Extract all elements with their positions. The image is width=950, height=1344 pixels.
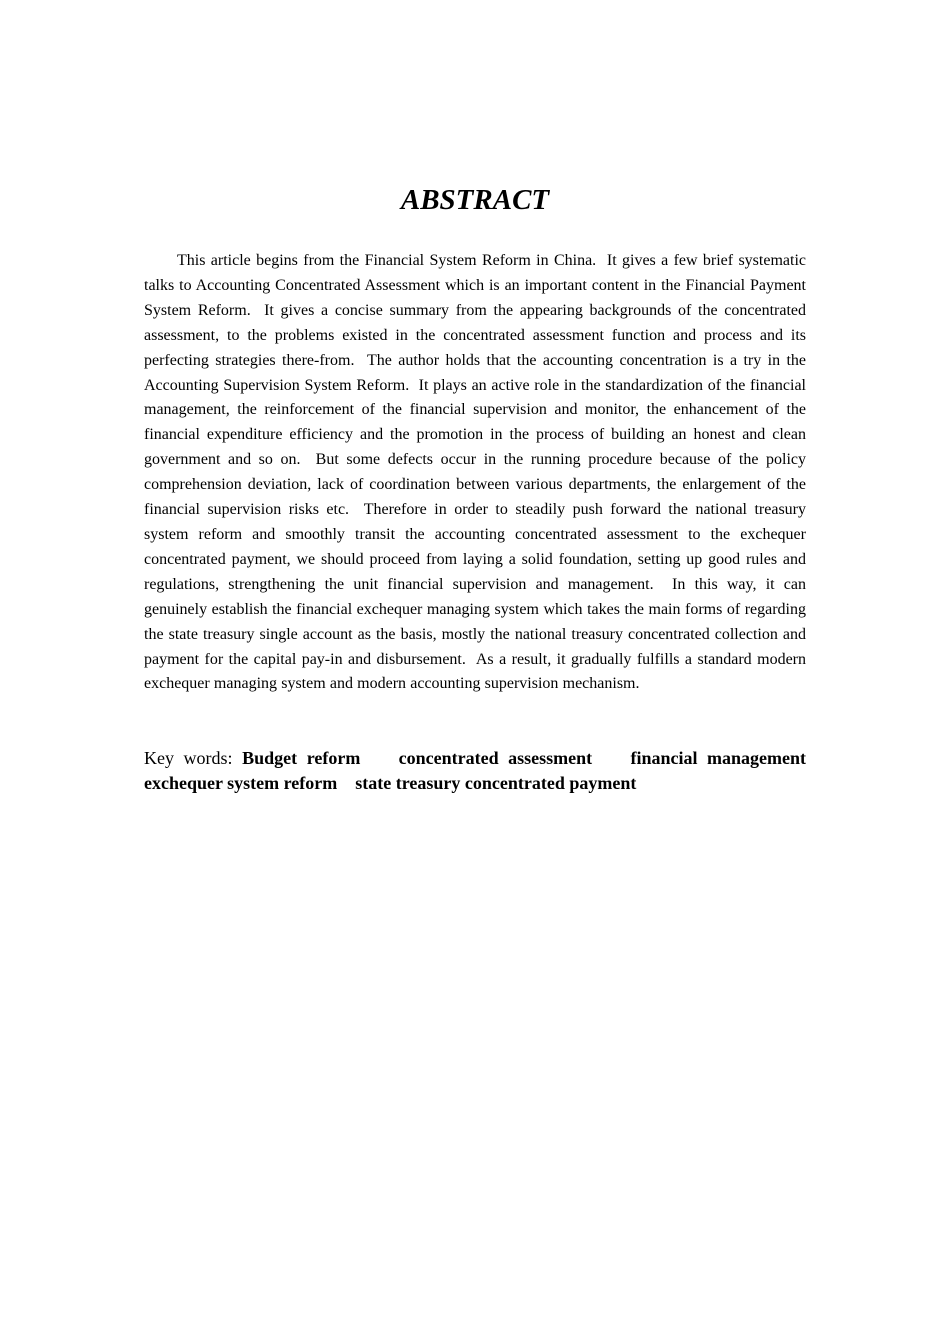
abstract-title: ABSTRACT <box>400 184 550 216</box>
keywords-line <box>144 746 806 796</box>
keywords-label: Key words: <box>144 748 233 768</box>
keyword-item: Budget reform <box>242 748 361 768</box>
abstract-body: This article begins from the Financial System Reform in China. It gives a few brief systematic talks to Accounting Concentrated Assessment which is an important content in the Financial Payment System Reform. It gives a concise summary from the appearing backgrounds of the concentrated assessment, to the problems existed in the concentrated assessment function and process and its perfecting strategies there-from. The author holds that the accounting concentration is a try in the Accounting Supervision System Reform. It plays an active role in the standardization of the financial management, the reinforcement of the financial supervision and monitor, the enhancement of the financial expenditure efficiency and the promotion in the process of building an honest and clean government and so on. But some defects occur in the running procedure because of the policy comprehension deviation, lack of coordination between various departments, the enlargement of the financial supervision risks etc. Therefore in order to steadily push forward the national treasury system reform and smoothly transit the accounting concentrated assessment to the exchequer concentrated payment, we should proceed from laying a solid foundation, setting up good rules and regulations, strengthening the unit financial supervision and management. In this way, it can genuinely establish the financial exchequer managing system which takes the main forms of regarding the state treasury single account as the basis, mostly the national treasury concentrated collection and payment for the capital pay-in and disbursement. As a result, it gradually fulfills a standard modern exchequer managing system and modern accounting supervision mechanism. <box>144 252 806 693</box>
keyword-item: exchequer system reform <box>144 773 338 793</box>
keyword-item: concentrated assessment <box>398 748 593 768</box>
keyword-item: state treasury concentrated payment <box>355 773 637 793</box>
keyword-item: financial management <box>630 748 807 768</box>
